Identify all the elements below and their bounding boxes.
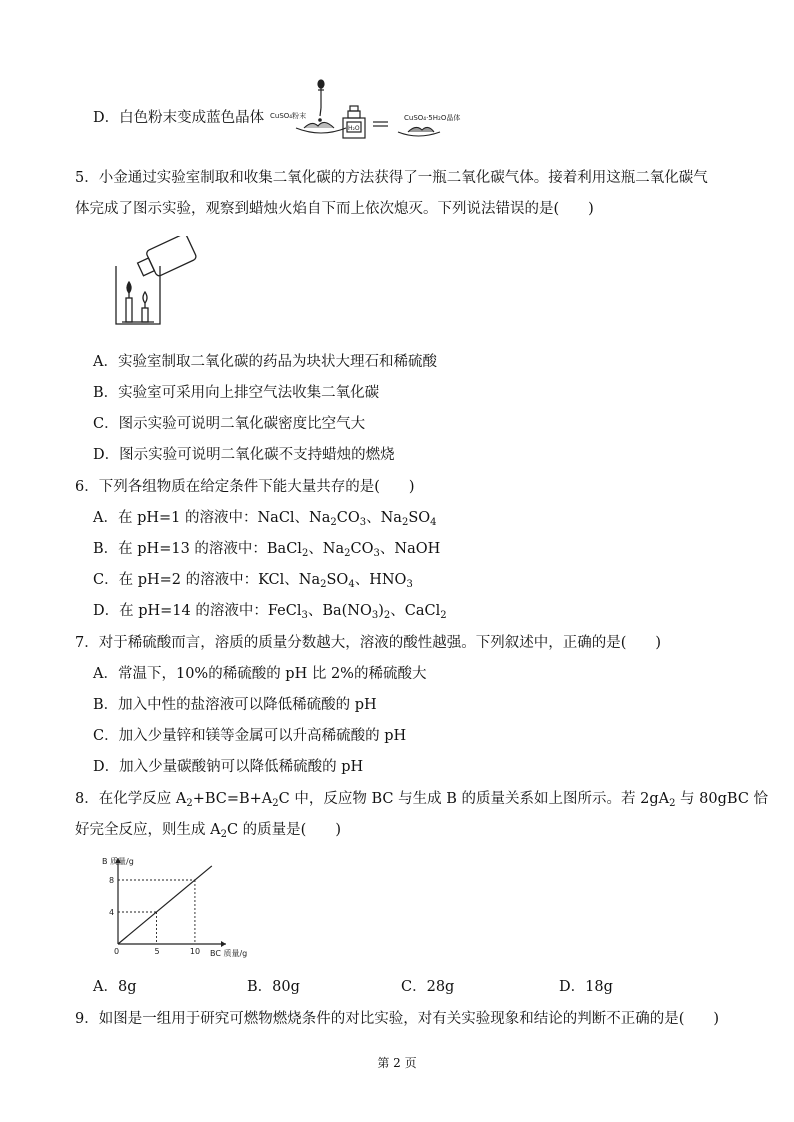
chart-axes [115, 858, 226, 947]
q7-option-c: C．加入少量锌和镁等金属可以升高稀硫酸的 pH [93, 728, 407, 744]
candle-icon [126, 282, 132, 322]
co2-bottle-icon [135, 236, 198, 282]
q5-option-b: B．实验室可采用向上排空气法收集二氧化碳 [93, 385, 380, 401]
x-tick-label: 5 [154, 947, 160, 956]
q7-option-a: A．常温下，10%的稀硫酸的 pH 比 2%的稀硫酸大 [93, 666, 427, 682]
x-tick-label: 0 [114, 947, 120, 956]
q5-option-d: D．图示实验可说明二氧化碳不支持蜡烛的燃烧 [93, 447, 395, 463]
q8-option-b: B．80g [247, 979, 300, 995]
chart-series [118, 866, 212, 944]
y-tick-label: 8 [109, 876, 115, 885]
dropper-icon [318, 80, 324, 121]
q8-chart [98, 852, 263, 962]
q6-option-d: D．在 pH=14 的溶液中：FeCl$_3$、$Ba(NO_3)_2$、CaCl$_2$ [93, 603, 447, 621]
q6-option-b: B．在 pH=13 的溶液中：BaCl$_2$、$Na_2CO_3$、NaOH [93, 541, 441, 559]
q5-option-a: A．实验室制取二氧化碳的药品为块状大理石和稀硫酸 [93, 354, 437, 370]
q6-stem: 6．下列各组物质在给定条件下能大量共存的是( ) [75, 479, 415, 495]
q5-stem-line1: 5．小金通过实验室制取和收集二氧化碳的方法获得了一瓶二氧化碳气体。接着利用这瓶二氧化碳气 [75, 170, 708, 186]
x-tick-label: 10 [189, 947, 201, 956]
q7-stem: 7．对于稀硫酸而言，溶质的质量分数越大，溶液的酸性越强。下列叙述中，正确的是( ) [75, 635, 662, 651]
q8-option-c: C．28g [401, 979, 455, 995]
q5-option-c: C．图示实验可说明二氧化碳密度比空气大 [93, 416, 366, 432]
q8-option-d: D．18g [559, 979, 613, 995]
x-axis-arrow-icon [221, 941, 226, 947]
chart-ylabel: B 质量/g [102, 857, 134, 866]
y-tick-label: 4 [109, 908, 115, 917]
q9-stem: 9．如图是一组用于研究可燃物燃烧条件的对比实验，对有关实验现象和结论的判断不正确的是( ) [75, 1011, 720, 1027]
page-number: 第 2 页 [377, 1056, 417, 1070]
powder-dish-icon [296, 122, 346, 133]
reaction-arrow-icon [373, 122, 388, 126]
q5-stem-line2: 体完成了图示实验，观察到蜡烛火焰自下而上依次熄灭。下列说法错误的是( ) [75, 201, 594, 217]
q7-option-d: D．加入少量碳酸钠可以降低稀硫酸的 pH [93, 759, 364, 775]
water-bottle-icon [343, 106, 365, 138]
cuso4-powder-label: CuSO₄粉末 [270, 112, 307, 120]
beaker-icon [116, 266, 160, 324]
q7-option-b: B．加入中性的盐溶液可以降低稀硫酸的 pH [93, 697, 377, 713]
q8-stem-line2: 好完全反应，则生成 $A_2C$ 的质量是( ) [75, 822, 341, 840]
q6-option-c: C．在 pH=2 的溶液中：KCl、$Na_2SO_4$、$HNO_3$ [93, 572, 413, 590]
water-label: H₂O [348, 125, 360, 132]
data-series-line [118, 866, 212, 944]
q4-figure [268, 78, 488, 142]
q6-option-a: A．在 pH=1 的溶液中：NaCl、$Na_2CO_3$、$Na_2SO_4$ [93, 510, 437, 528]
q8-stem-line1: 8．在化学反应 $A_2+BC=B+A_2C$ 中，反应物 BC 与生成 B 的质量关系如上图所示。若 $2gA_2$ 与 80gBC 恰 [75, 791, 769, 809]
q8-option-a: A．8g [93, 979, 137, 995]
crystal-dish-icon [398, 127, 440, 136]
crystal-label: CuSO₄·5H₂O晶体 [404, 114, 461, 122]
q4-option-d: D．白色粉末变成蓝色晶体 [93, 110, 265, 126]
candle-icon [142, 292, 148, 322]
chart-xlabel: BC 质量/g [210, 949, 248, 958]
q5-candle-figure [110, 236, 202, 328]
